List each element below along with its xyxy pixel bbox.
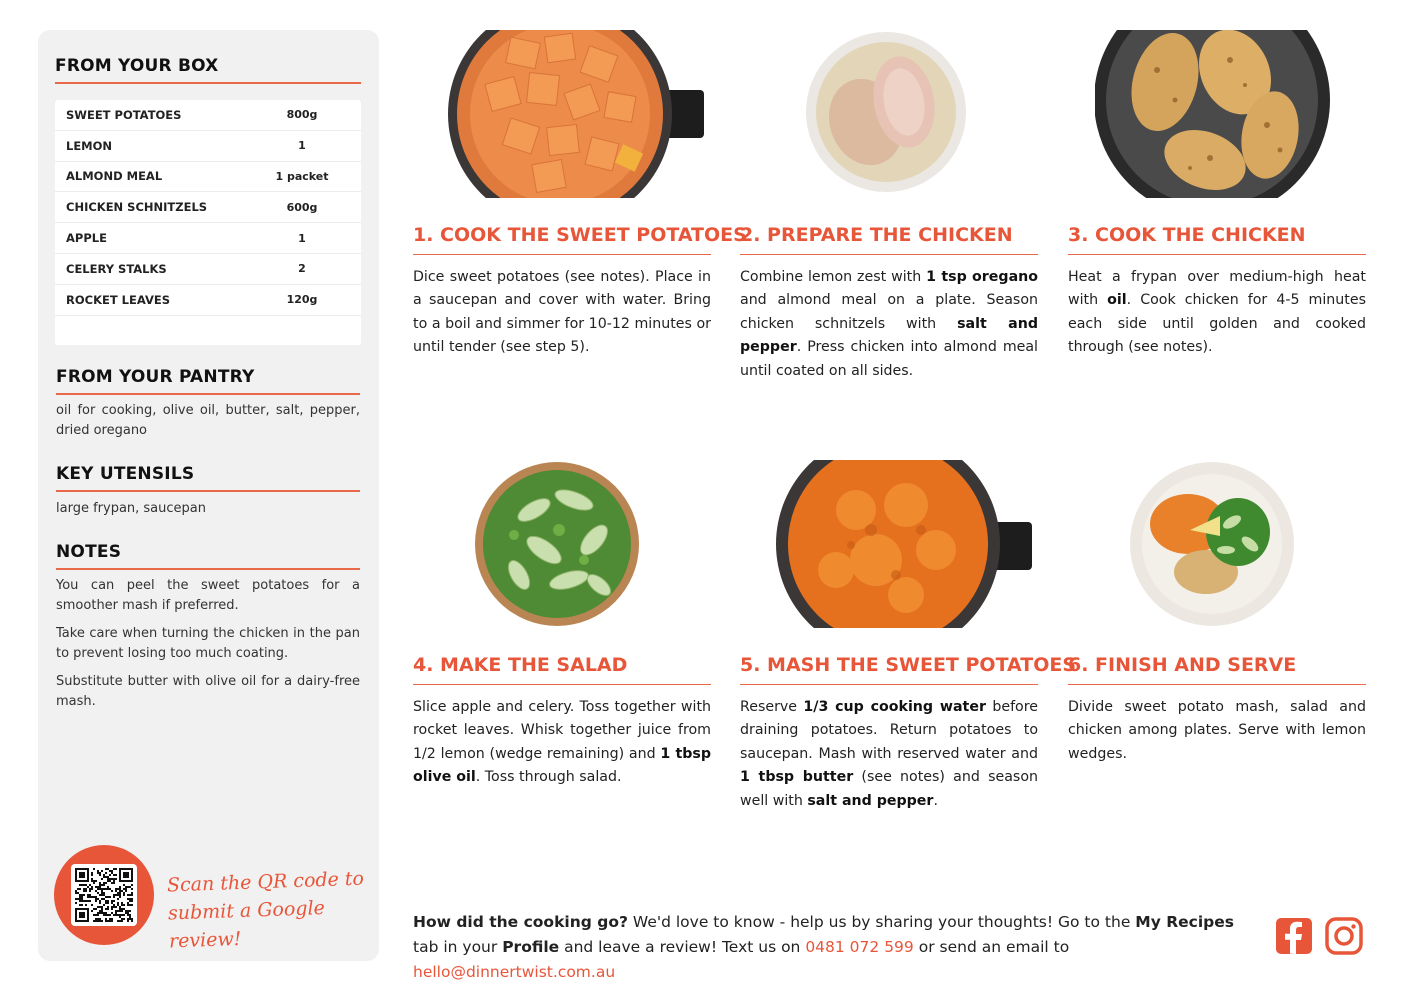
qr-code-graphic	[75, 868, 133, 922]
step-title: 4. MAKE THE SALAD	[413, 654, 711, 685]
box-ingredient-row	[55, 131, 361, 162]
footer-text: or send an email to	[913, 938, 1070, 956]
step-body	[740, 266, 1038, 383]
from-your-pantry-title: FROM YOUR PANTRY	[56, 367, 255, 387]
step-highlight: 1 tsp oregano	[926, 269, 1039, 285]
step-highlight: 1 tbsp butter	[740, 769, 854, 786]
footer-text: tab in your	[413, 938, 503, 956]
step-body	[1068, 696, 1366, 766]
note-item: You can peel the sweet potatoes for a smoother mash if preferred.	[56, 578, 360, 613]
step-highlight: salt and pepper	[740, 315, 1038, 356]
note-item: Substitute butter with olive oil for a dairy-free mash.	[56, 674, 360, 709]
footer-text: and leave a review! Text us on	[559, 938, 806, 956]
review-footer	[413, 910, 1263, 985]
ingredient-quantity: 1	[298, 231, 306, 245]
step-text: Combine lemon zest with	[740, 269, 927, 285]
section-divider	[55, 82, 361, 84]
profile-label: Profile	[502, 938, 560, 956]
box-ingredient-row	[55, 192, 361, 223]
qr-code-icon	[71, 864, 137, 926]
section-divider	[56, 568, 360, 570]
ingredient-quantity: 2	[298, 262, 306, 276]
ingredient-quantity: 120g	[286, 293, 318, 307]
box-ingredients-table	[55, 100, 361, 345]
step-text: Reserve	[740, 699, 804, 715]
qr-code-badge[interactable]	[54, 845, 154, 945]
step-2-photo	[804, 30, 968, 198]
notes-title: NOTES	[56, 542, 122, 562]
from-your-box-title: FROM YOUR BOX	[55, 56, 219, 76]
step-title: 3. COOK THE CHICKEN	[1068, 224, 1366, 255]
ingredient-name: ALMOND MEAL	[66, 169, 163, 184]
step-text: Divide sweet potato mash, salad and chicken among plates. Serve with lemon wedges.	[1068, 699, 1366, 762]
instagram-icon[interactable]	[1325, 916, 1363, 956]
step-text: Heat a frypan over medium-high heat with	[1068, 269, 1366, 309]
step-title: 2. PREPARE THE CHICKEN	[740, 224, 1038, 255]
notes-list	[56, 576, 360, 720]
step-body	[1068, 266, 1366, 360]
ingredients-sidebar	[38, 30, 379, 961]
qr-caption-line: submit a Google review!	[167, 897, 326, 953]
note-item: Take care when turning the chicken in the pan to prevent losing too much coating.	[56, 626, 360, 661]
step-body	[413, 696, 711, 790]
box-ingredient-row	[55, 162, 361, 193]
step-title: 1. COOK THE SWEET POTATOES	[413, 224, 711, 255]
step-3-photo	[1095, 30, 1330, 198]
step-text: Dice sweet potatoes (see notes). Place in a saucepan and cover with water. Bring to a boil and simmer for 10-12 minutes or until tender (see step 5).	[413, 269, 711, 356]
phone-link[interactable]: 0481 072 599	[805, 938, 914, 956]
step-text: (see notes) and season well with	[740, 769, 1038, 809]
step-1-photo	[448, 30, 704, 198]
ingredient-quantity: 800g	[286, 108, 318, 122]
step-title: 6. FINISH AND SERVE	[1068, 654, 1366, 685]
step-6-photo	[1128, 460, 1296, 628]
step-highlight: 1 tbsp olive oil	[413, 745, 711, 786]
step-4-photo	[474, 460, 640, 628]
ingredient-name: ROCKET LEAVES	[66, 292, 171, 307]
step-text: . Press chicken into almond meal until coated on all sides.	[740, 339, 1038, 379]
ingredient-name: CHICKEN SCHNITZELS	[66, 200, 208, 215]
step-title: 5. MASH THE SWEET POTATOES	[740, 654, 1038, 685]
ingredient-quantity: 600g	[286, 200, 318, 214]
step-highlight: salt and pepper	[807, 792, 934, 809]
step-text: . Toss through salad.	[475, 769, 622, 786]
step-text: Slice apple and celery. Toss together with rocket leaves. Whisk together juice from 1/2 lemon (wedge remaining) and	[413, 699, 711, 762]
utensils-text: large frypan, saucepan	[56, 501, 206, 516]
footer-text: We'd love to know - help us by sharing your thoughts! Go to the	[627, 913, 1136, 931]
footer-question: How did the cooking go?	[413, 913, 628, 931]
ingredient-name: LEMON	[66, 138, 113, 153]
ingredient-name: SWEET POTATOES	[66, 107, 182, 122]
box-ingredient-row	[55, 254, 361, 285]
box-ingredient-row	[55, 100, 361, 131]
qr-caption	[167, 865, 370, 956]
step-highlight: oil	[1107, 292, 1127, 309]
ingredient-quantity: 1	[298, 139, 306, 153]
my-recipes-label: My Recipes	[1135, 913, 1234, 931]
pantry-text: oil for cooking, olive oil, butter, salt, pepper, dried oregano	[56, 403, 360, 438]
step-highlight: 1/3 cup cooking water	[803, 699, 986, 715]
step-text: .	[933, 792, 938, 809]
ingredient-quantity: 1 packet	[275, 169, 329, 183]
qr-caption-line: Scan the QR code to	[166, 867, 365, 897]
step-5-photo	[776, 460, 1032, 628]
section-divider	[56, 393, 360, 395]
step-text: . Cook chicken for 4-5 minutes each side until golden and cooked through (see notes).	[1068, 292, 1366, 356]
step-body	[740, 696, 1038, 813]
box-ingredient-row	[55, 285, 361, 316]
ingredient-name: APPLE	[66, 231, 107, 246]
step-text: and almond meal on a plate. Season chicken schnitzels with	[740, 292, 1038, 332]
facebook-icon[interactable]	[1275, 916, 1313, 956]
step-text: before draining potatoes. Return potatoes to saucepan. Mash with reserved water and	[740, 699, 1038, 762]
email-link[interactable]: hello@dinnertwist.com.au	[413, 963, 616, 981]
box-ingredient-row	[55, 223, 361, 254]
section-divider	[56, 490, 360, 492]
step-body	[413, 266, 711, 360]
ingredient-name: CELERY STALKS	[66, 261, 167, 276]
key-utensils-title: KEY UTENSILS	[56, 464, 195, 484]
